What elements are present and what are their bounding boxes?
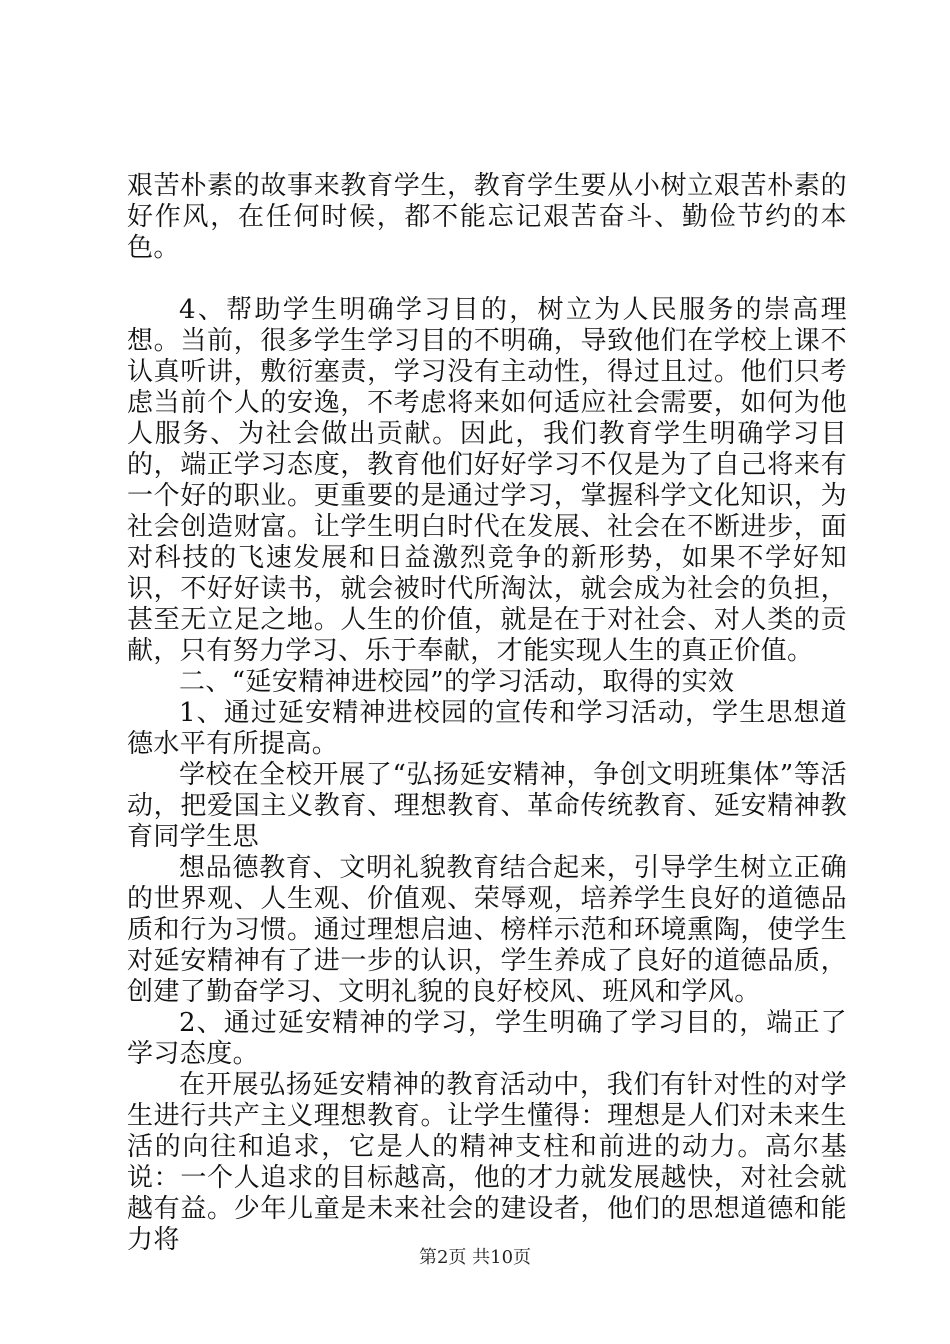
section-heading-2: 二、“延安精神进校园”的学习活动，取得的实效 bbox=[179, 667, 735, 697]
paragraph-point-4: 4、帮助学生明确学习目的，树立为人民服务的崇高理想。当前，很多学生学习目的不明确，导致他们在学校上课不认真听讲，敷衍塞责，学习没有主动性，得过且过。他们只考虑当前个人的安逸，不考虑将来如何适应社会需要，如何为他人服务、为社会做出贡献。因此，我们教育学生明确学习目的，端正学习态度，教育他们好好学习不仅是为了自己将来有一个好的职业。更重要的是通过学习，掌握科学文化知识，为社会创造财富。让学生明白时代在发展、社会在不断进步，面对科技的飞速发展和日益激烈竞争的新形势，如果不学好知识，不好好读书，就会被时代所淘汰，就会成为社会的负担，甚至无立足之地。人生的价值，就是在于对社会、对人类的贡献，只有努力学习、乐于奉献，才能实现人生的真正价值。 bbox=[127, 295, 847, 666]
paragraph-point-1: 1、通过延安精神进校园的宣传和学习活动，学生思想道德水平有所提高。 bbox=[127, 698, 847, 759]
page-number-footer: 第2页 共10页 bbox=[418, 1247, 532, 1268]
paragraph-continuation: 艰苦朴素的故事来教育学生，教育学生要从小树立艰苦朴素的好作风，在任何时候，都不能忘记艰苦奋斗、勤俭节约的本色。 bbox=[127, 171, 847, 263]
paragraph-activities: 学校在全校开展了“弘扬延安精神，争创文明班集体”等活动，把爱国主义教育、理想教育、革命传统教育、延安精神教育同学生思 bbox=[127, 760, 847, 852]
paragraph-point-2: 2、通过延安精神的学习，学生明确了学习目的，端正了学习态度。 bbox=[127, 1008, 847, 1069]
paragraph-moral-education: 想品德教育、文明礼貌教育结合起来，引导学生树立正确的世界观、人生观、价值观、荣辱观，培养学生良好的道德品质和行为习惯。通过理想启迪、榜样示范和环境熏陶，使学生对延安精神有了进一步的认识，学生养成了良好的道德品质，创建了勤奋学习、文明礼貌的良好校风、班风和学风。 bbox=[127, 853, 847, 1007]
paragraph-ideal-education: 在开展弘扬延安精神的教育活动中，我们有针对性的对学生进行共产主义理想教育。让学生懂得：理想是人们对未来生活的向往和追求，它是人的精神支柱和前进的动力。高尔基说：一个人追求的目标越高，他的才力就发展越快，对社会就越有益。少年儿童是未来社会的建设者，他们的思想道德和能力将 bbox=[127, 1070, 847, 1255]
document-body bbox=[127, 171, 847, 1256]
